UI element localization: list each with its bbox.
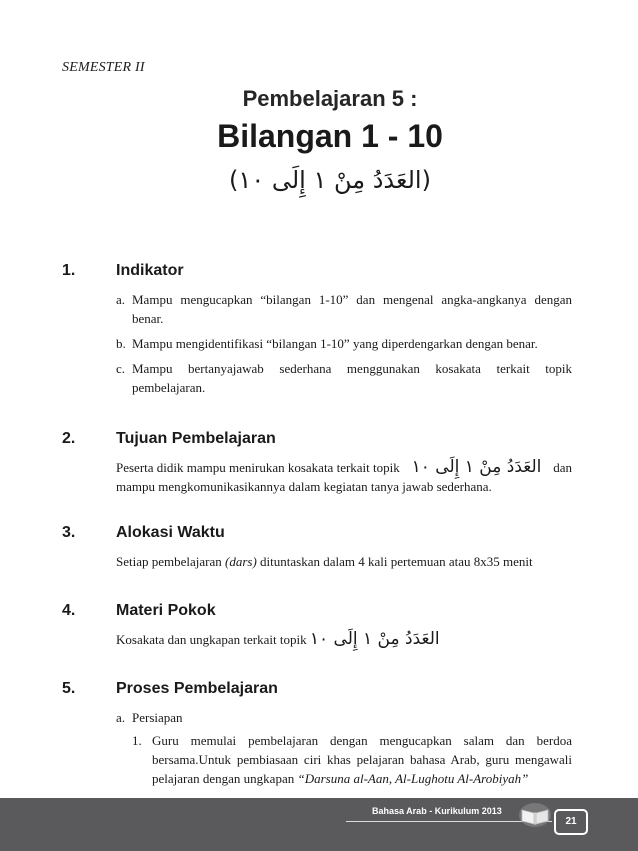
section-number: 3. — [62, 524, 76, 541]
item-text: Persiapan — [132, 710, 183, 725]
body-text-italic: “Darsuna al-Aan, Al-Lughotu Al-Arobiyah” — [297, 771, 529, 786]
section-number: 5. — [62, 680, 76, 697]
item-text: Mampu mengidentifikasi “bilangan 1-10” yang diperdengarkan dengan benar. — [132, 336, 538, 351]
section-number: 2. — [62, 430, 76, 447]
list-item — [116, 290, 572, 328]
body-text: Setiap pembelajaran — [116, 554, 222, 569]
body-text: dituntaskan dalam 4 kali pertemuan atau 8x35 menit — [260, 554, 533, 569]
section-title: Tujuan Pembelajaran — [116, 430, 276, 447]
list-item — [132, 731, 572, 788]
body-text: Peserta didik mampu menirukan kosakata terkait topik — [116, 460, 400, 475]
list-item — [116, 334, 572, 353]
section-body — [116, 630, 572, 649]
section-title: Indikator — [116, 262, 184, 279]
item-label: c. — [116, 361, 126, 376]
item-text: Mampu bertanyajawab sederhana menggunakan kosakata terkait topik pembelajaran. — [132, 361, 572, 395]
item-label: 1. — [132, 733, 142, 748]
semester-label: SEMESTER II — [62, 60, 145, 75]
lesson-heading: Pembelajaran 5 : — [242, 86, 418, 111]
open-book-icon — [518, 802, 552, 828]
arabic-title: (العَدَدُ مِنْ ١ إِلَى ١٠) — [229, 166, 431, 194]
section-body — [116, 458, 572, 496]
section-body — [116, 290, 572, 403]
body-text: dan — [553, 460, 572, 475]
section-body — [116, 552, 572, 571]
item-text: Mampu mengucapkan “bilangan 1-10” dan mengenal angka-angkanya dengan benar. — [132, 292, 572, 326]
list-item — [116, 708, 572, 727]
page-number: 21 — [554, 809, 588, 835]
section-number: 1. — [62, 262, 76, 279]
item-label: a. — [116, 292, 126, 307]
footer-book-title: Bahasa Arab - Kurikulum 2013 — [372, 806, 502, 816]
section-number: 4. — [62, 602, 76, 619]
arabic-topic: العَدَدُ مِنْ ١ إِلَى ١٠ — [411, 457, 542, 477]
body-text: Guru memulai pembelajaran dengan mengucapkan salam dan berdoa bersama.Untuk pembiasaan ciri khas pelajaran bahasa Arab, guru mengawali pelajaran dengan ungkapan — [152, 733, 572, 786]
arabic-topic: العَدَدُ مِنْ ١ إِلَى ١٠ — [309, 629, 440, 649]
title-block — [200, 86, 460, 194]
text-line — [116, 458, 572, 477]
item-label: a. — [116, 710, 126, 725]
body-text: Kosakata dan ungkapan terkait topik — [116, 632, 307, 647]
item-text — [152, 731, 572, 788]
section-body — [116, 708, 572, 788]
topic-heading: Bilangan 1 - 10 — [217, 118, 443, 154]
item-label: b. — [116, 336, 126, 351]
list-item — [116, 359, 572, 397]
section-title: Proses Pembelajaran — [116, 680, 278, 697]
body-text: mampu mengkomunikasikannya dalam kegiatan tanya jawab sederhana. — [116, 479, 492, 494]
body-text-italic: (dars) — [225, 554, 257, 569]
section-title: Materi Pokok — [116, 602, 216, 619]
section-title: Alokasi Waktu — [116, 524, 225, 541]
